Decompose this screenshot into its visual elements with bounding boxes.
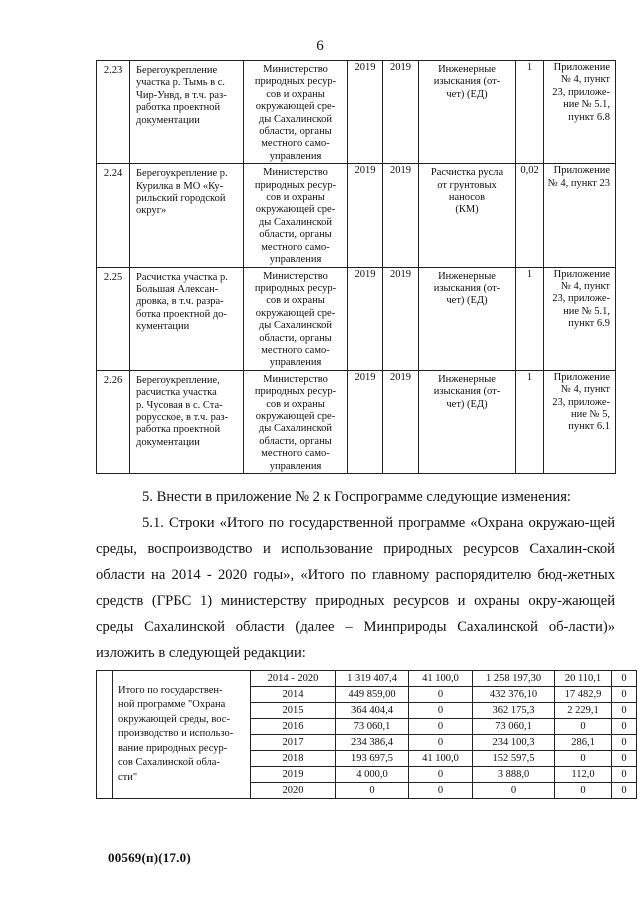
responsible-executor-line: местного само- <box>261 344 330 356</box>
municipal-amount: 286,1 <box>555 735 612 751</box>
responsible-executor-line: местного само- <box>261 138 330 150</box>
measure-name-line: р. Чусовая в с. Ста- <box>136 399 223 411</box>
responsible-executor-line: сов и охраны <box>266 192 325 204</box>
responsible-executor-line: управления <box>269 254 322 266</box>
measure-name-line: кументации <box>136 321 190 333</box>
responsible-executor-line: сов и охраны <box>266 398 325 410</box>
municipal-amount: 0 <box>555 783 612 799</box>
regional-amount: 0 <box>473 783 555 799</box>
note-line: пункт 6.1 <box>568 421 610 433</box>
note-line: пункт 6.8 <box>568 111 610 123</box>
responsible-executor-line: области, органы <box>259 435 332 447</box>
measure-name-line: Берегоукрепление р. <box>136 168 228 180</box>
totals-table-body <box>97 671 637 799</box>
total-amount: 193 697,5 <box>336 751 409 767</box>
measure-name-line: Берегоукрепление <box>136 65 218 76</box>
responsible-executor-line: ды Сахалинской <box>258 113 333 125</box>
responsible-executor <box>244 267 348 370</box>
note-line: Приложение <box>553 165 610 177</box>
total-amount: 73 060,1 <box>336 719 409 735</box>
row-number: 2.25 <box>97 267 130 370</box>
paragraph-5: 5. Внести в приложение № 2 к Госпрограмме следующие изменения: <box>142 489 571 505</box>
responsible-executor-line: управления <box>269 150 322 162</box>
responsible-executor-line: местного само- <box>261 448 330 460</box>
total-amount: 449 859,00 <box>336 687 409 703</box>
end-year: 2019 <box>383 61 419 164</box>
measure-name-line: ботка проектной до- <box>136 308 227 320</box>
municipal-amount: 2 229,1 <box>555 703 612 719</box>
indicator-value: 1 <box>516 267 544 370</box>
measure-name-line: Большая Алексан- <box>136 283 219 295</box>
note-line: № 4, пункт <box>560 384 610 396</box>
note-line: Приложение <box>553 62 610 73</box>
note-line: 23, приложе- <box>552 293 610 305</box>
activity <box>419 267 516 370</box>
note-line: № 4, пункт <box>560 74 610 86</box>
activity <box>419 164 516 267</box>
total-amount: 234 386,4 <box>336 735 409 751</box>
responsible-executor-line: окружающей сре- <box>255 101 336 113</box>
regional-amount: 432 376,10 <box>473 687 555 703</box>
measure-name-line: участка р. Тымь в с. <box>136 77 226 89</box>
period: 2020 <box>251 783 336 799</box>
note-line: 23, приложе- <box>552 396 610 408</box>
activity <box>419 370 516 473</box>
activity-line: Инженерные <box>438 270 496 282</box>
responsible-executor-line: окружающей сре- <box>255 204 336 216</box>
activity-line: изыскания (от- <box>433 76 501 88</box>
note <box>544 61 616 164</box>
responsible-executor-line: управления <box>269 460 322 472</box>
measures-table <box>96 60 616 474</box>
responsible-executor-line: окружающей сре- <box>255 307 336 319</box>
responsible-executor-line: области, органы <box>259 229 332 241</box>
totals-label-line: производство и использо- <box>118 728 234 740</box>
start-year: 2019 <box>348 164 383 267</box>
activity-line: Инженерные <box>438 373 496 385</box>
measure-name <box>130 164 244 267</box>
responsible-executor <box>244 164 348 267</box>
totals-label-line: вание природных ресур- <box>118 742 228 754</box>
measure-name-line: работка проектной <box>136 102 221 114</box>
responsible-executor-line: сов и охраны <box>266 295 325 307</box>
federal-amount: 41 100,0 <box>409 751 473 767</box>
other-amount: 0 <box>612 671 637 687</box>
municipal-amount: 112,0 <box>555 767 612 783</box>
end-year: 2019 <box>383 370 419 473</box>
measure-name-line: Расчистка участка р. <box>136 271 228 283</box>
activity-line: чет) (ЕД) <box>446 295 488 307</box>
measure-name-line: работка проектной <box>136 424 221 436</box>
period: 2015 <box>251 703 336 719</box>
measures-table-body <box>97 61 616 474</box>
responsible-executor <box>244 61 348 164</box>
period: 2018 <box>251 751 336 767</box>
responsible-executor-line: природных ресур- <box>254 76 337 88</box>
measure-name-line: Чир-Унвд, в т.ч. раз- <box>136 89 227 101</box>
document-code: 00569(п)(17.0) <box>108 850 191 865</box>
table-row <box>97 267 616 370</box>
measure-name-line: документации <box>136 114 200 126</box>
regional-amount: 234 100,3 <box>473 735 555 751</box>
responsible-executor-line: Министерство <box>263 64 328 75</box>
totals-label-line: ной программе "Охрана <box>118 699 226 711</box>
regional-amount: 3 888,0 <box>473 767 555 783</box>
responsible-executor-line: окружающей сре- <box>255 410 336 422</box>
indicator-value: 1 <box>516 61 544 164</box>
responsible-executor-line: природных ресур- <box>254 386 337 398</box>
note-line: пункт 6.9 <box>568 318 610 330</box>
responsible-executor-line: Министерство <box>263 167 328 179</box>
activity-line: наносов <box>448 192 486 204</box>
activity-line: чет) (ЕД) <box>446 398 488 410</box>
row-number: 2.26 <box>97 370 130 473</box>
regional-amount: 362 175,3 <box>473 703 555 719</box>
paragraph-5-1: 5.1. Строки «Итого по государственной программе «Охрана окружаю-щей среды, воспроизводство и использование природных ресурсов Сахалин-ской области на 2014 - 2020 годы», «Итого по главному распорядителю бюд-жетных средств (ГРБС 1) министерству природных ресурсов и охраны окру-жающей среды Сахалинской области (далее – Минприроды Сахалинской об-ласти)» изложить в следующей редакции: <box>96 515 615 661</box>
activity-line: изыскания (от- <box>433 386 501 398</box>
period: 2019 <box>251 767 336 783</box>
other-amount: 0 <box>612 751 637 767</box>
totals-label-line: сти" <box>118 771 138 783</box>
responsible-executor-line: области, органы <box>259 126 332 138</box>
measure-name-line: рорусское, в т.ч. раз- <box>136 411 229 423</box>
other-amount: 0 <box>612 783 637 799</box>
note <box>544 370 616 473</box>
totals-label-line: Итого по государствен- <box>118 685 223 697</box>
measure-name-line: рильский городской <box>136 193 226 205</box>
totals-table <box>96 670 637 799</box>
measure-name <box>130 370 244 473</box>
activity-line: Инженерные <box>438 64 496 75</box>
measure-name-line: расчистка участка <box>136 387 217 399</box>
note-line: № 4, пункт <box>560 280 610 292</box>
federal-amount: 0 <box>409 687 473 703</box>
responsible-executor-line: природных ресур- <box>254 179 337 191</box>
regional-amount: 73 060,1 <box>473 719 555 735</box>
responsible-executor-line: ды Сахалинской <box>258 320 333 332</box>
measure-name-line: дровка, в т.ч. разра- <box>136 296 224 308</box>
table-row <box>97 671 637 687</box>
other-amount: 0 <box>612 719 637 735</box>
activity-line: от грунтовых <box>437 179 497 191</box>
total-amount: 4 000,0 <box>336 767 409 783</box>
responsible-executor-line: управления <box>269 357 322 369</box>
period: 2014 <box>251 687 336 703</box>
period: 2017 <box>251 735 336 751</box>
note <box>544 164 616 267</box>
municipal-amount: 17 482,9 <box>555 687 612 703</box>
end-year: 2019 <box>383 267 419 370</box>
federal-amount: 41 100,0 <box>409 671 473 687</box>
responsible-executor-line: ды Сахалинской <box>258 216 333 228</box>
period: 2016 <box>251 719 336 735</box>
federal-amount: 0 <box>409 783 473 799</box>
end-year: 2019 <box>383 164 419 267</box>
other-amount: 0 <box>612 767 637 783</box>
responsible-executor-line: Министерство <box>263 373 328 385</box>
indicator-value: 1 <box>516 370 544 473</box>
other-amount: 0 <box>612 703 637 719</box>
responsible-executor-line: сов и охраны <box>266 88 325 100</box>
page-number: 6 <box>316 38 324 54</box>
row-number: 2.24 <box>97 164 130 267</box>
municipal-amount: 0 <box>555 751 612 767</box>
responsible-executor <box>244 370 348 473</box>
responsible-executor-line: области, органы <box>259 332 332 344</box>
regional-amount: 152 597,5 <box>473 751 555 767</box>
note-line: ние № 5.1, <box>563 99 610 111</box>
note <box>544 267 616 370</box>
federal-amount: 0 <box>409 719 473 735</box>
totals-label-line: окружающей среды, вос- <box>118 713 230 725</box>
start-year: 2019 <box>348 61 383 164</box>
responsible-executor-line: ды Сахалинской <box>258 423 333 435</box>
municipal-amount: 20 110,1 <box>555 671 612 687</box>
measure-name <box>130 61 244 164</box>
federal-amount: 0 <box>409 703 473 719</box>
total-amount: 364 404,4 <box>336 703 409 719</box>
activity-line: (КМ) <box>455 204 479 216</box>
note-line: 23, приложе- <box>552 86 610 98</box>
empty-cell <box>97 671 113 799</box>
activity-line: изыскания (от- <box>433 282 501 294</box>
table-row <box>97 370 616 473</box>
regional-amount: 1 258 197,30 <box>473 671 555 687</box>
note-line: ние № 5.1, <box>563 305 610 317</box>
measure-name-line: Берегоукрепление, <box>136 374 220 386</box>
other-amount: 0 <box>612 735 637 751</box>
activity-line: чет) (ЕД) <box>446 88 488 100</box>
responsible-executor-line: Министерство <box>263 270 328 282</box>
responsible-executor-line: природных ресур- <box>254 282 337 294</box>
totals-label-line: сов Сахалинской обла- <box>118 757 220 769</box>
note-line: ние № 5, <box>570 408 610 420</box>
total-amount: 1 319 407,4 <box>336 671 409 687</box>
measure-name <box>130 267 244 370</box>
measure-name-line: округ» <box>136 205 167 217</box>
responsible-executor-line: местного само- <box>261 241 330 253</box>
note-line: Приложение <box>553 268 610 280</box>
municipal-amount: 0 <box>555 719 612 735</box>
note-line: № 4, пункт 23 <box>547 177 610 189</box>
note-line: Приложение <box>553 371 610 383</box>
measure-name-line: документации <box>136 436 200 448</box>
activity-line: Расчистка русла <box>430 167 504 179</box>
other-amount: 0 <box>612 687 637 703</box>
total-amount: 0 <box>336 783 409 799</box>
start-year: 2019 <box>348 267 383 370</box>
measure-name-line: Курилка в МО «Ку- <box>136 180 224 192</box>
totals-label <box>113 671 251 799</box>
start-year: 2019 <box>348 370 383 473</box>
table-row <box>97 164 616 267</box>
row-number: 2.23 <box>97 61 130 164</box>
activity <box>419 61 516 164</box>
indicator-value: 0,02 <box>516 164 544 267</box>
federal-amount: 0 <box>409 767 473 783</box>
period: 2014 - 2020 <box>251 671 336 687</box>
table-row <box>97 61 616 164</box>
federal-amount: 0 <box>409 735 473 751</box>
